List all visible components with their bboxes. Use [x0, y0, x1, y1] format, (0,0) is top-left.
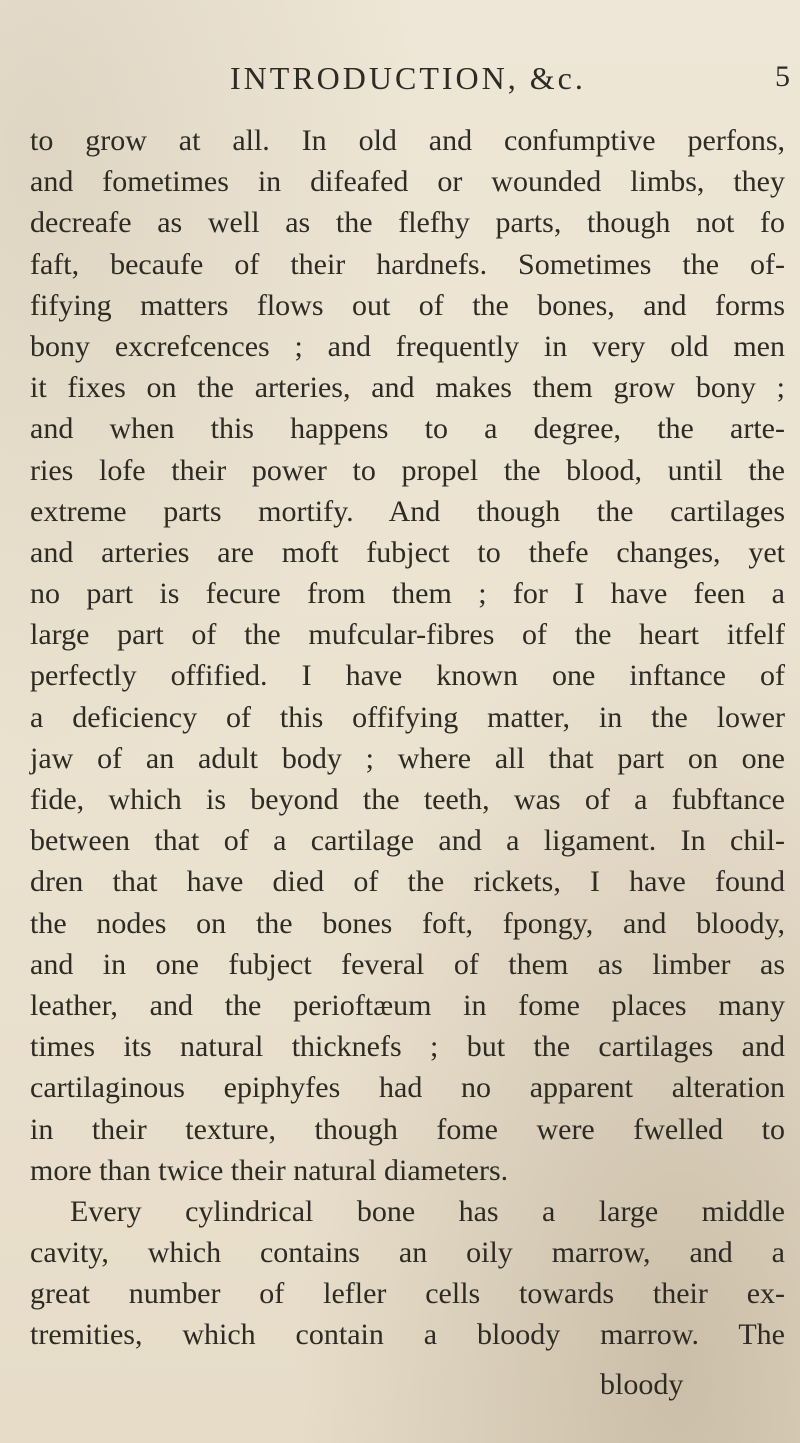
text-line: more than twice their natural diameters. — [30, 1153, 509, 1187]
catchword: bloody — [600, 1368, 684, 1401]
text-line: bony excrefcences ; and frequently in very old men — [30, 329, 785, 363]
text-line: ries lofe their power to propel the blood, until the — [30, 453, 785, 487]
text-line: no part is fecure from them ; for I have feen a — [30, 577, 785, 611]
page-header — [230, 60, 790, 120]
text-line: jaw of an adult body ; where all that part on one — [30, 741, 785, 775]
text-line: fifying matters flows out of the bones, and forms — [30, 288, 785, 322]
paragraph-start-line: Every cylindrical bone has a large middle — [70, 1194, 785, 1228]
text-line: and in one fubject feveral of them as limber as — [30, 947, 785, 981]
text-line: it fixes on the arteries, and makes them grow bony ; — [30, 371, 785, 405]
text-line: and arteries are moft fubject to thefe changes, yet — [30, 535, 785, 569]
text-line: leather, and the perioftæum in fome places many — [30, 988, 785, 1022]
text-line: and fometimes in difeafed or wounded limbs, they — [30, 165, 785, 199]
text-line: dren that have died of the rickets, I have found — [30, 865, 785, 899]
text-line: fide, which is beyond the teeth, was of a fubftance — [30, 783, 785, 816]
text-line: between that of a cartilage and a ligament. In chil- — [30, 824, 785, 858]
text-line: to grow at all. In old and confumptive perfons, — [30, 124, 785, 157]
text-line: cartilaginous epiphyfes had no apparent alteration — [30, 1071, 785, 1105]
text-line: times its natural thicknefs ; but the cartilages and — [30, 1030, 785, 1064]
text-line: large part of the mufcular-fibres of the heart itfelf — [30, 618, 785, 652]
text-line: cavity, which contains an oily marrow, and a — [30, 1236, 785, 1270]
page-number: 5 — [775, 60, 790, 93]
text-line: in their texture, though fome were fwelled to — [30, 1112, 785, 1146]
text-line: perfectly offified. I have known one inftance of — [30, 659, 785, 693]
body-text — [30, 120, 785, 1356]
text-line: faft, becaufe of their hardnefs. Sometimes the of- — [30, 247, 785, 281]
text-line: decreafe as well as the flefhy parts, though not fo — [30, 206, 785, 240]
text-line: a deficiency of this offifying matter, in the lower — [30, 700, 785, 734]
text-line: the nodes on the bones foft, fpongy, and bloody, — [30, 906, 785, 940]
running-title: INTRODUCTION, &c. — [230, 60, 586, 96]
text-line: tremities, which contain a bloody marrow. The — [30, 1318, 785, 1352]
text-line: extreme parts mortify. And though the cartilages — [30, 494, 785, 528]
text-line: and when this happens to a degree, the arte- — [30, 412, 785, 446]
text-line: great number of lefler cells towards their ex- — [30, 1277, 785, 1311]
